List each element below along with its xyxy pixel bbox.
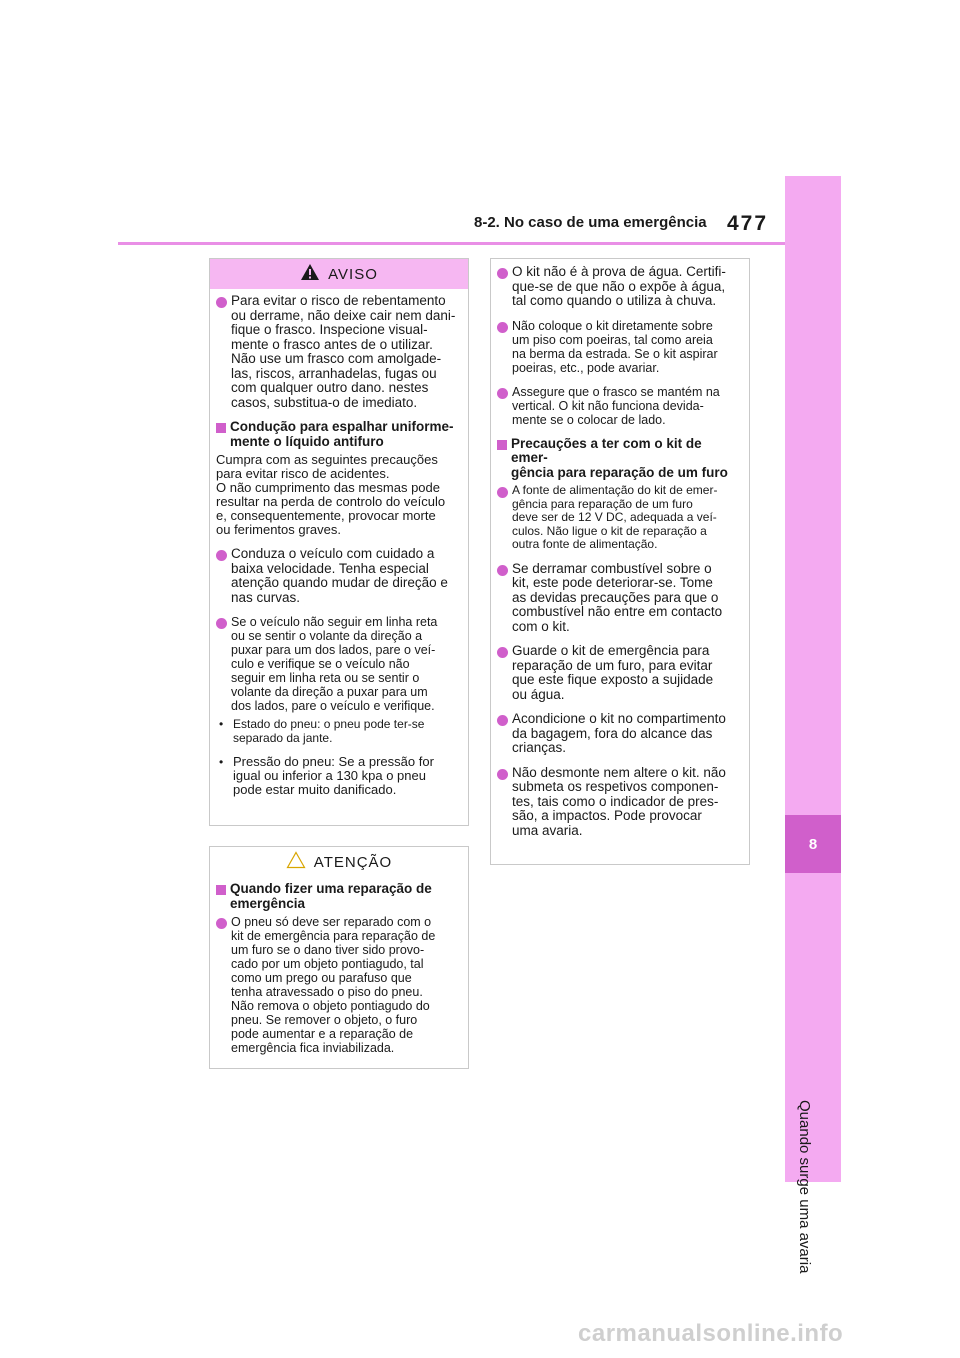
bullet-icon (497, 715, 508, 726)
bullet-icon (497, 647, 508, 658)
square-bullet-icon (216, 885, 226, 895)
atencao-header (210, 847, 468, 877)
list-item-text: Se o veículo não seguir em linha reta ou se sentir o volante da direção a puxar para um dos lados, pare o veí- culo e verifique se o veículo não seguir em linha reta ou se sentir o volante da direção a puxar para um dos lados, pare o veículo e verifique. (231, 615, 438, 713)
list-item-text: Se derramar combustível sobre o kit, este pode deteriorar-se. Tome as devidas precauções para que o combustível não entre em contacto com o kit. (512, 560, 723, 634)
list-item (497, 712, 741, 756)
watermark: carmanualsonline.info (578, 1320, 844, 1347)
bullet-icon (497, 388, 508, 399)
bullet-icon (497, 769, 508, 780)
list-item-text: Guarde o kit de emergência para reparação de um furo, para evitar que este fique exposto a sujidade ou água. (512, 643, 714, 702)
list-item-text: Não desmonte nem altere o kit. não submeta os respetivos componen- tes, tais como o indicador de pres- são, a impactos. Pode provocar uma avaria. (512, 764, 726, 838)
chapter-number: 8 (785, 815, 841, 873)
aviso-header (210, 259, 468, 289)
paragraph: Cumpra com as seguintes precauções para evitar risco de acidentes. O não cumprimento das mesmas pode resultar na perda de controlo do veículo e, consequentemente, provocar morte ou ferimentos graves. (216, 452, 446, 537)
section-title: 8-2. No caso de uma emergência (474, 214, 707, 231)
bullet-icon (497, 487, 508, 498)
sub-list-item (216, 717, 460, 745)
list-item (497, 385, 741, 427)
bullet-icon (497, 565, 508, 576)
list-item-text: O kit não é à prova de água. Certifi- que-se de que não o expõe à água, tal como quando o utiliza à chuva. (512, 264, 726, 308)
list-item-text: Para evitar o risco de rebentamento ou derrame, não deixe cair nem dani- fique o frasco. Inspecione visual- mente o frasco antes de o utilizar. Não use um frasco com amolgade- las, riscos, arranhadelas, fugas ou com qualquer outro dano. nestes casos, substitua-o de imediato. (231, 293, 456, 410)
list-item (216, 615, 460, 713)
bullet-icon (497, 322, 508, 333)
list-item-text: Assegure que o frasco se mantém na vertical. O kit não funciona devida- mente se o colocar de lado. (512, 384, 720, 427)
list-item (216, 294, 460, 410)
header-rule (118, 242, 785, 245)
bullet-icon (216, 297, 227, 308)
list-item (497, 265, 741, 309)
bullet-icon (497, 268, 508, 279)
caution-triangle-icon (286, 851, 306, 873)
bullet-icon (216, 618, 227, 629)
list-item (497, 766, 741, 839)
list-item-text: Acondicione o kit no compartimento da bagagem, fora do alcance das crianças. (512, 711, 726, 755)
page-number: 477 (727, 212, 769, 235)
list-item (497, 562, 741, 635)
right-warning-box (490, 258, 750, 865)
list-item (497, 644, 741, 702)
sub-list-item-text: Estado do pneu: o pneu pode ter-se separado da jante. (233, 717, 425, 745)
list-item (497, 319, 741, 375)
dot-bullet-icon: • (219, 755, 224, 769)
list-item-text: Conduza o veículo com cuidado a baixa velocidade. Tenha especial atenção quando mudar de direção e nas curvas. (231, 546, 448, 605)
heading-text: Condução para espalhar uniforme- mente o líquido antifuro (230, 419, 454, 449)
list-item (216, 547, 460, 605)
list-item (216, 915, 460, 1055)
aviso-box (209, 258, 469, 826)
warning-triangle-icon (300, 263, 320, 285)
sub-list-item-text: Pressão do pneu: Se a pressão for igual ou inferior a 130 kpa o pneu pode estar muito danificado. (233, 754, 434, 797)
list-item (497, 484, 741, 552)
chapter-title: Quando surge uma avaria (796, 1100, 813, 1274)
atencao-title: ATENÇÃO (313, 853, 393, 871)
square-bullet-icon (497, 440, 507, 450)
list-item-text: Não coloque o kit diretamente sobre um piso com poeiras, tal como areia na berma da estrada. Se o kit aspirar poeiras, etc., pode avariar. (512, 318, 718, 375)
dot-bullet-icon: • (219, 717, 224, 731)
square-bullet-icon (216, 423, 226, 433)
bullet-icon (216, 550, 227, 561)
heading-text: Precauções a ter com o kit de emer- gência para reparação de um furo (511, 435, 728, 480)
sub-list-item (216, 755, 460, 797)
list-item-text: A fonte de alimentação do kit de emer- gência para reparação de um furo deve ser de 12 V DC, adequada a veí- culos. Não ligue o kit de reparação a outra fonte de alimentação. (512, 483, 718, 551)
list-item-text: O pneu só deve ser reparado com o kit de emergência para reparação de um furo se o dano tiver sido provo- cado por um objeto pontiagudo, tal como um prego ou parafuso que tenha atravessado o piso do pneu. Não remova o objeto pontiagudo do pneu. Se remover o objeto, o furo pode aumentar e a reparação de emergência fica inviabilizada. (231, 915, 436, 1055)
section-heading (216, 882, 460, 911)
chapter-side-tab (785, 176, 841, 1182)
section-heading (216, 420, 460, 449)
bullet-icon (216, 918, 227, 929)
heading-text: Quando fizer uma reparação de emergência (230, 881, 432, 911)
section-heading (497, 437, 741, 481)
atencao-box (209, 846, 469, 1069)
aviso-title: AVISO (328, 265, 378, 283)
